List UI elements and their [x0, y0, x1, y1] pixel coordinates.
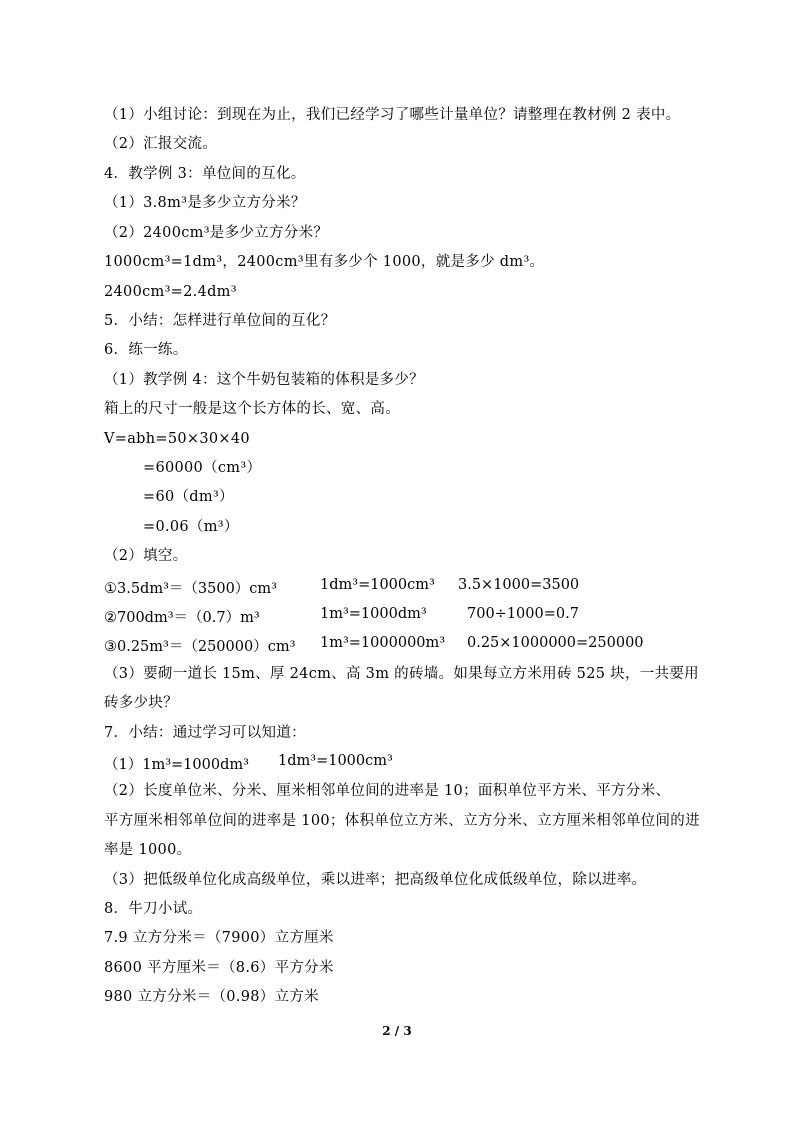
text-line: 1dm³=1000cm³ — [278, 753, 393, 769]
formula-line: V=abh=50×30×40 — [104, 431, 250, 447]
fill-rule: 1m³=1000dm³ — [320, 606, 427, 622]
text-line: （2）长度单位米、分米、厘米相邻单位间的进率是 10；面积单位平方米、平方分米、 — [104, 783, 671, 799]
text-line: 1000cm³=1dm³，2400cm³里有多少个 1000，就是多少 dm³。 — [104, 254, 545, 270]
text-line: （3）要砌一道长 15m、厚 24cm、高 3m 的砖墙。如果每立方米用砖 525 块，一共要用 — [104, 666, 699, 682]
text-line: 率是 1000。 — [104, 842, 192, 858]
page-number: 2 / 3 — [382, 1024, 412, 1038]
text-line: 7.9 立方分米＝（7900）立方厘米 — [104, 930, 334, 946]
fill-question: ②700dm³＝（0.7）m³ — [104, 610, 260, 626]
text-line: （1）小组讨论：到现在为止，我们已经学习了哪些计量单位？请整理在教材例 2 表中。 — [104, 107, 681, 123]
text-line: 4．教学例 3：单位间的互化。 — [104, 166, 306, 182]
text-line: （2）填空。 — [104, 548, 188, 564]
formula-line: =0.06（m³） — [143, 519, 239, 535]
text-line: 平方厘米相邻单位间的进率是 100；体积单位立方米、立方分米、立方厘米相邻单位间的进 — [104, 813, 700, 829]
text-line: （2）汇报交流。 — [104, 136, 218, 152]
text-line: 8600 平方厘米＝（8.6）平方分米 — [104, 960, 334, 976]
fill-calc: 700÷1000=0.7 — [467, 606, 579, 622]
text-line: 2400cm³=2.4dm³ — [104, 284, 237, 300]
fill-rule: 1dm³=1000cm³ — [320, 577, 435, 593]
fill-question: ①3.5dm³＝（3500）cm³ — [104, 581, 277, 597]
text-line: 砖多少块？ — [104, 695, 178, 711]
fill-question: ③0.25m³＝（250000）cm³ — [104, 639, 296, 655]
text-line: 5．小结：怎样进行单位间的互化？ — [104, 313, 336, 329]
text-line: 箱上的尺寸一般是这个长方体的长、宽、高。 — [104, 401, 400, 417]
text-line: （3）把低级单位化成高级单位，乘以进率；把高级单位化成低级单位，除以进率。 — [104, 872, 647, 888]
formula-line: =60000（cm³） — [143, 460, 262, 476]
text-line: 8．牛刀小试。 — [104, 901, 203, 917]
fill-calc: 3.5×1000=3500 — [458, 577, 580, 593]
fill-rule: 1m³=1000000m³ — [320, 635, 446, 651]
text-line: （1）教学例 4：这个牛奶包装箱的体积是多少？ — [104, 372, 424, 388]
text-line: （2）2400cm³是多少立方分米？ — [104, 225, 329, 241]
text-line: （1）3.8m³是多少立方分米？ — [104, 195, 306, 211]
text-line: 7．小结：通过学习可以知道： — [104, 725, 306, 741]
text-line: （1）1m³=1000dm³ — [104, 757, 249, 773]
text-line: 6．练一练。 — [104, 342, 188, 358]
text-line: 980 立方分米＝（0.98）立方米 — [104, 989, 319, 1005]
fill-calc: 0.25×1000000=250000 — [467, 635, 644, 651]
formula-line: =60（dm³） — [143, 489, 234, 505]
